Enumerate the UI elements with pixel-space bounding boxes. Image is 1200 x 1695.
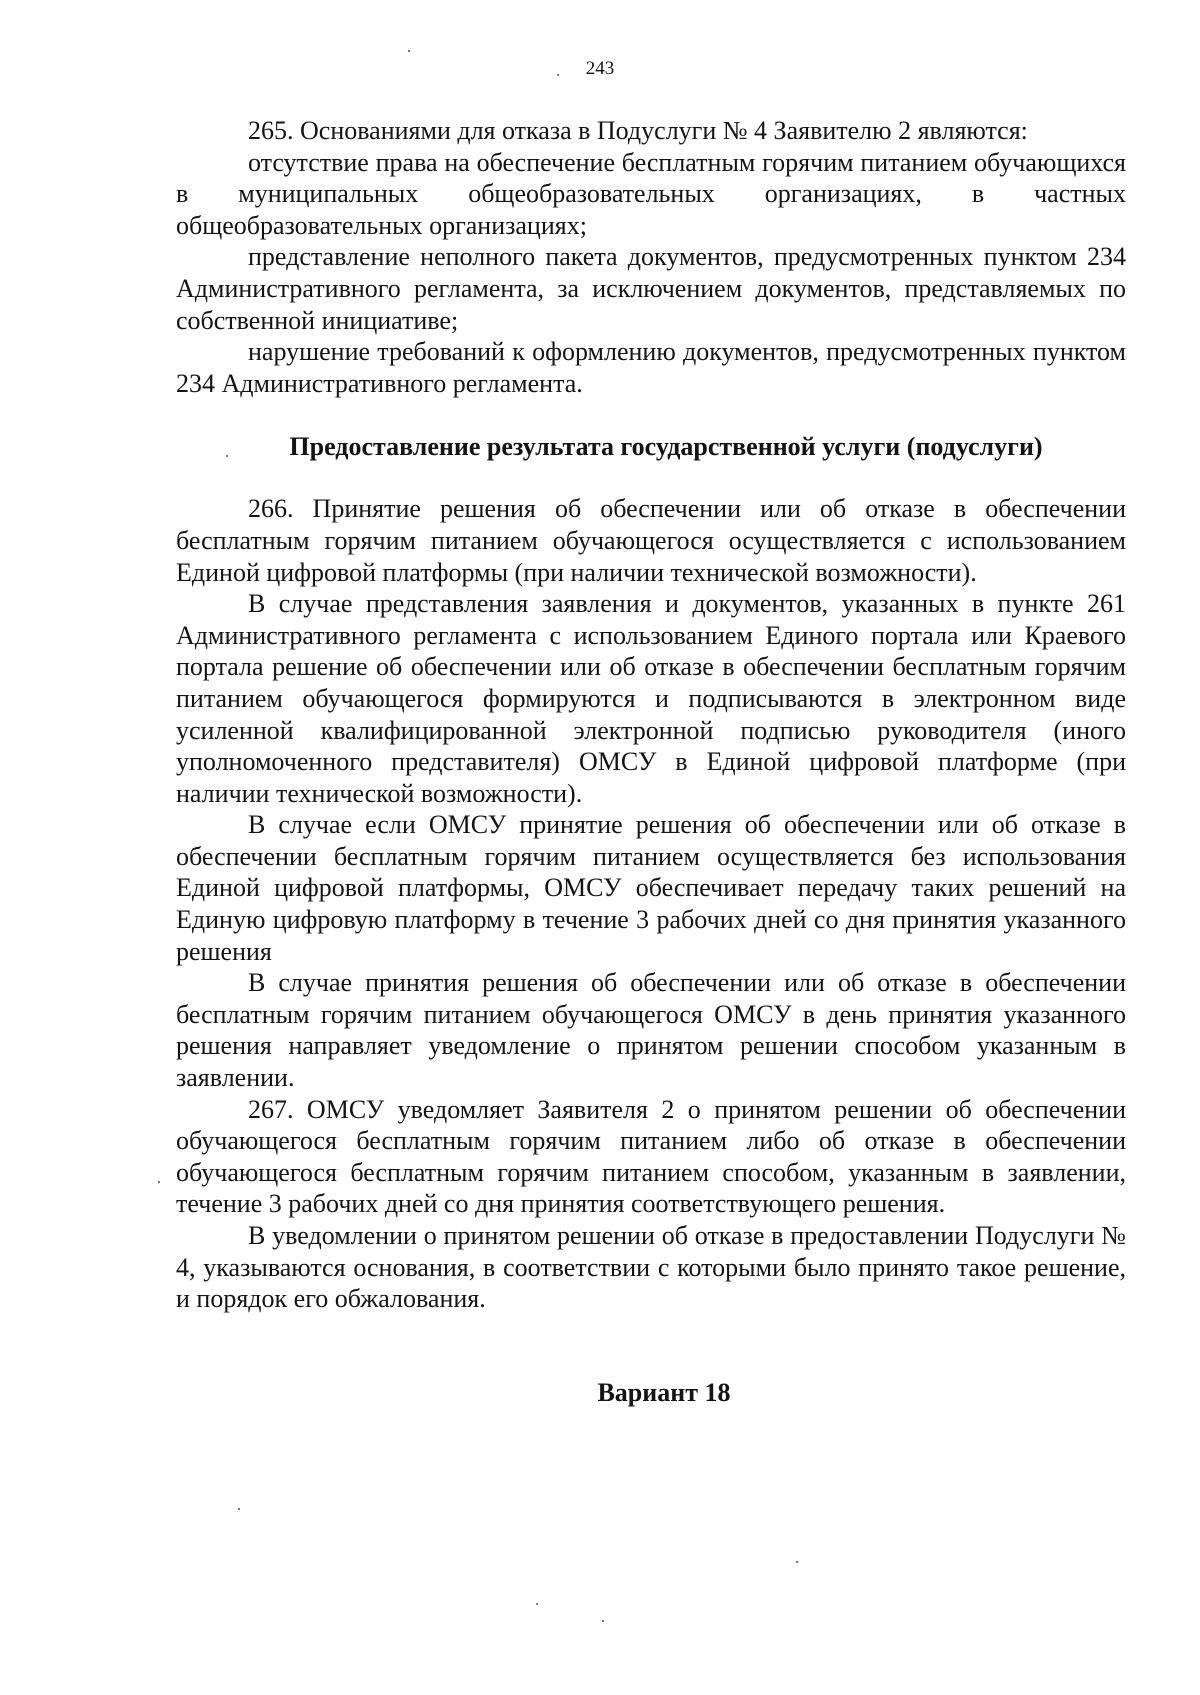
paragraph-ground-no-right: отсутствие права на обеспечение бесплатным горячим питанием обучающихся в муниципальных общеобразовательных организациях, в частных общеобразовательных организациях; [176, 147, 1126, 240]
scan-speck [602, 1620, 604, 1622]
paragraph-267: 267. ОМСУ уведомляет Заявителя 2 о принятом решении об обеспечении обучающегося бесплатным горячим питанием либо об отказе в обеспечении обучающегося бесплатным горячим питанием способом, указанным в заявлении, течение 3 рабочих дней со дня принятия соответствующего решения. [176, 1094, 1126, 1219]
scan-speck [557, 74, 559, 76]
paragraph-ground-format-violation: нарушение требований к оформлению документов, предусмотренных пунктом 234 Административного регламента. [176, 337, 1126, 398]
scan-speck [536, 1603, 538, 1605]
paragraph-without-platform: В случае если ОМСУ принятие решения об обеспечении или об отказе в обеспечении бесплатным горячим питанием осуществляется без использования Единой цифровой платформы, ОМСУ обеспечивает передачу таких решений на Единую цифровую платформу в течение 3 рабочих дней со дня принятия указанного решения [176, 810, 1126, 966]
page-number: 243 [585, 58, 615, 79]
scan-speck [408, 50, 410, 52]
spacer [176, 1315, 1126, 1377]
scan-speck [796, 1561, 798, 1563]
scan-speck [158, 1181, 160, 1183]
document-body [176, 115, 1126, 1409]
paragraph-notification-sent: В случае принятия решения об обеспечении или об отказе в обеспечении бесплатным горячим питанием обучающегося ОМСУ в день принятия указанного решения направляет уведомление о принятом решении способом указанным в заявлении. [176, 968, 1126, 1093]
scan-speck [226, 455, 228, 457]
paragraph-ground-incomplete-package: представление неполного пакета документов, предусмотренных пунктом 234 Административного регламента, за исключением документов, представляемых по собственной инициативе; [176, 242, 1126, 335]
paragraph-265-intro: 265. Основаниями для отказа в Подуслуги № 4 Заявителю 2 являются: [248, 116, 1028, 145]
paragraph-266: 266. Принятие решения об обеспечении или об отказе в обеспечении бесплатным горячим питанием обучающегося осуществляется с использованием Единой цифровой платформы (при наличии технической возможности). [176, 494, 1126, 587]
section-heading: Предоставление результата государственной услуги (подуслуги) [289, 432, 1043, 462]
paragraph-refusal-notice: В уведомлении о принятом решении об отказе в предоставлении Подуслуги № 4, указываются основания, в соответствии с которыми было принято такое решение, и порядок его обжалования. [176, 1221, 1126, 1314]
scan-speck [238, 1508, 240, 1510]
spacer [176, 399, 1126, 431]
variant-heading: Вариант 18 [597, 1377, 731, 1407]
paragraph-portal-submission: В случае представления заявления и документов, указанных в пункте 261 Административного регламента с использованием Единого портала или Краевого портала решение об обеспечении или об отказе в обеспечении бесплатным горячим питанием обучающегося формируются и подписываются в электронном виде усиленной квалифицированной электронной подписью руководителя (иного уполномоченного представителя) ОМСУ в Единой цифровой платформе (при наличии технической возможности). [176, 589, 1126, 808]
spacer [176, 463, 1126, 493]
